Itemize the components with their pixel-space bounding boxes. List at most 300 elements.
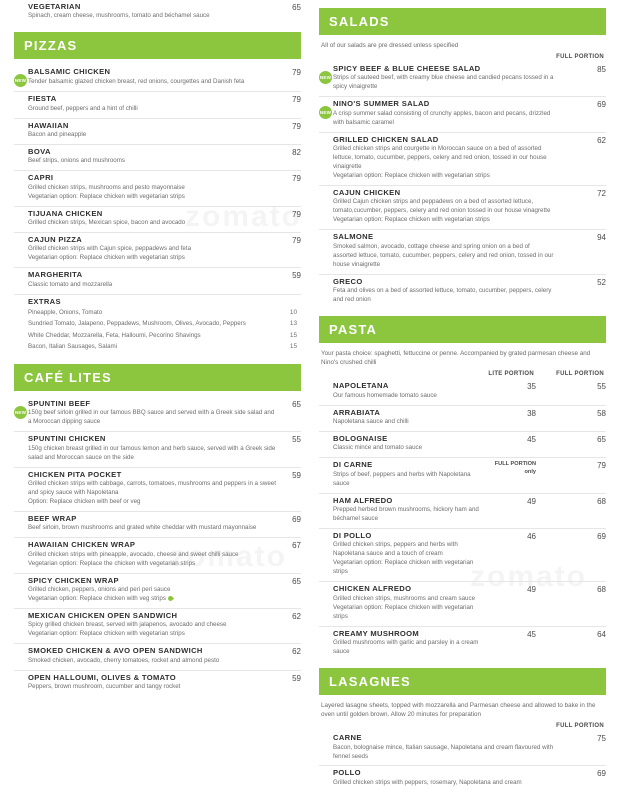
item-price: 82 bbox=[292, 148, 301, 158]
menu-item bbox=[14, 538, 301, 571]
item-price-full: 69 bbox=[597, 769, 606, 779]
item-name: FIESTA bbox=[28, 94, 57, 104]
item-body bbox=[28, 2, 281, 21]
new-badge: NEW bbox=[14, 406, 27, 419]
item-price: 59 bbox=[292, 673, 301, 683]
menu-item bbox=[14, 397, 301, 430]
menu-item bbox=[319, 458, 606, 491]
item-prices bbox=[281, 646, 301, 656]
section-header-lasagnes: LASAGNES bbox=[319, 668, 606, 695]
item-prices bbox=[281, 209, 301, 219]
menu-item bbox=[14, 671, 301, 695]
badge-slot bbox=[14, 147, 28, 149]
item-name: SPICY BEEF & BLUE CHEESE SALAD bbox=[333, 64, 481, 74]
item-description: Ground beef, peppers and a hint of chilli bbox=[28, 104, 138, 112]
badge-slot bbox=[14, 434, 28, 436]
item-name: DI POLLO bbox=[333, 530, 372, 540]
item-description: Peppers, brown mushroom, cucumber and tangy rocket bbox=[28, 683, 181, 691]
item-body bbox=[333, 733, 558, 761]
item-description: Grilled chicken strips with peppers, rosemary, Napoletana and cream bbox=[333, 778, 522, 786]
item-body bbox=[333, 135, 558, 181]
item-price-full: 62 bbox=[597, 135, 606, 145]
item-description: Grilled chicken strips, peppers and herbs with Napoletana sauce and a touch of cream bbox=[333, 541, 458, 558]
item-description: Feta and olives on a bed of assorted lettuce, tomato, cucumber, peppers, celery and red onion bbox=[333, 287, 552, 304]
extras-line bbox=[28, 330, 297, 342]
badge-slot bbox=[319, 733, 333, 735]
item-body bbox=[333, 531, 488, 577]
lasagnes-list bbox=[319, 731, 606, 791]
pasta-portion-header bbox=[319, 371, 606, 377]
item-body bbox=[333, 99, 558, 127]
badge-slot bbox=[14, 235, 28, 237]
item-prices bbox=[281, 173, 301, 183]
item-vegetarian-note: Vegetarian option: Replace chicken with vegetarian strips bbox=[333, 559, 474, 576]
item-description: Bacon and pineapple bbox=[28, 131, 87, 139]
item-body bbox=[28, 235, 281, 263]
item-prices bbox=[281, 576, 301, 586]
badge-slot bbox=[14, 67, 28, 87]
item-price-lite: 46 bbox=[527, 531, 536, 541]
menu-item bbox=[319, 529, 606, 580]
item-name: HAM ALFREDO bbox=[333, 495, 393, 505]
extras-text: Pineapple, Onions, Tomato bbox=[28, 308, 103, 316]
item-prices bbox=[488, 629, 606, 639]
item-price: 59 bbox=[292, 470, 301, 480]
item-prices bbox=[281, 2, 301, 12]
badge-slot bbox=[319, 381, 333, 383]
item-name: NINO'S SUMMER SALAD bbox=[333, 99, 430, 109]
item-price-full: 68 bbox=[597, 496, 606, 506]
lite-portion-label: LITE PORTION bbox=[488, 371, 534, 378]
item-name: SPUNTINI BEEF bbox=[28, 399, 91, 409]
item-name: CAPRI bbox=[28, 173, 54, 183]
badge-slot bbox=[14, 673, 28, 675]
menu-item bbox=[319, 731, 606, 764]
badge-slot bbox=[319, 768, 333, 770]
badge-slot bbox=[14, 94, 28, 96]
section-header-pasta: PASTA bbox=[319, 316, 606, 343]
item-name: CREAMY MUSHROOM bbox=[333, 628, 420, 638]
item-prices bbox=[488, 460, 606, 476]
item-price: 79 bbox=[292, 68, 301, 78]
extras-text: White Cheddar, Mozzarella, Feta, Halloumi, Pecorino Shavings bbox=[28, 331, 201, 339]
item-price-full: 69 bbox=[597, 531, 606, 541]
item-name: MARGHERITA bbox=[28, 270, 83, 280]
item-name: SMOKED CHICKEN & AVO OPEN SANDWICH bbox=[28, 646, 203, 656]
menu-item-extras bbox=[14, 295, 301, 356]
item-name: CHICKEN PITA POCKET bbox=[28, 469, 122, 479]
item-body bbox=[333, 460, 488, 488]
menu-item bbox=[319, 97, 606, 130]
badge-slot bbox=[14, 209, 28, 211]
item-price: 79 bbox=[292, 209, 301, 219]
item-price: 59 bbox=[292, 271, 301, 281]
item-description: Spicy grilled chicken breast, served with jalapenos, avocado and cheese bbox=[28, 621, 227, 629]
item-description: Bacon, bolognaise mince, Italian sausage, Napoletana and cream flavoured with fennel seeds bbox=[333, 743, 554, 760]
item-description: Grilled Cajun chicken strips and peppadews on a bed of assorted lettuce, tomato,cucumber, peppers, celery and red onion tossed in our house vinagrette bbox=[333, 198, 551, 215]
item-prices bbox=[281, 514, 301, 524]
item-body bbox=[28, 147, 281, 166]
menu-item bbox=[319, 230, 606, 272]
full-portion-label: FULL PORTION bbox=[556, 54, 604, 61]
item-price-lite: 45 bbox=[527, 629, 536, 639]
item-body bbox=[28, 399, 281, 427]
item-price: 67 bbox=[292, 541, 301, 551]
price-value: 62 bbox=[292, 647, 301, 657]
item-prices bbox=[281, 94, 301, 104]
item-name: SPUNTINI CHICKEN bbox=[28, 434, 106, 444]
badge-slot bbox=[14, 514, 28, 516]
extras-price: 13 bbox=[289, 320, 297, 328]
item-prices bbox=[281, 611, 301, 621]
item-price-full: 94 bbox=[597, 233, 606, 243]
item-description: Smoked salmon, avocado, cottage cheese and spring onion on a bed of assorted lettuce, tomato, cucumber, peppers, celery and red onion, tossed in our house vinaigrette bbox=[333, 242, 554, 268]
badge-slot bbox=[14, 611, 28, 613]
pasta-list bbox=[319, 379, 606, 660]
item-price-full: 79 bbox=[597, 461, 606, 471]
item-name: EXTRAS bbox=[28, 296, 61, 306]
item-prices bbox=[488, 381, 606, 391]
pasta-note: Your pasta choice: spaghetti, fettuccine or penne. Accompanied by grated parmesan cheese and Nino's crushed chilli bbox=[321, 350, 591, 367]
menu-item bbox=[319, 133, 606, 184]
item-name: BEEF WRAP bbox=[28, 513, 77, 523]
item-body bbox=[28, 611, 281, 639]
item-description: Beef sirloin, brown mushrooms and grated white cheddar with mustard mayonnaise bbox=[28, 524, 257, 532]
badge-slot bbox=[319, 64, 333, 84]
full-portion-only-label: FULL PORTION only bbox=[494, 461, 536, 475]
item-price-full: 52 bbox=[597, 277, 606, 287]
item-price: 79 bbox=[292, 95, 301, 105]
item-body bbox=[28, 470, 281, 507]
item-prices bbox=[558, 99, 606, 109]
item-prices bbox=[281, 67, 301, 77]
item-body bbox=[333, 277, 558, 305]
item-body bbox=[28, 673, 281, 692]
badge-slot bbox=[319, 531, 333, 533]
item-price: 79 bbox=[292, 236, 301, 246]
veg-note-text: Vegetarian option: Replace chicken with veg strips bbox=[28, 595, 166, 602]
menu-item bbox=[319, 494, 606, 527]
item-prices bbox=[281, 147, 301, 157]
extras-line bbox=[28, 307, 297, 319]
item-prices bbox=[558, 232, 606, 242]
item-body bbox=[28, 540, 281, 568]
item-description: Grilled chicken strips with cabbage, carrots, tomatoes, mushrooms and peppers in a sweet and spicy sauce with Napoletana bbox=[28, 480, 276, 497]
item-name: VEGETARIAN bbox=[28, 2, 81, 11]
item-description: 150g beef sirloin grilled in our famous BBQ sauce and served with a Greek side salad and a Moroccan dipping sauce bbox=[28, 409, 275, 426]
item-price: 69 bbox=[292, 514, 301, 524]
item-name: BOVA bbox=[28, 147, 51, 157]
item-prices bbox=[281, 470, 301, 480]
item-body bbox=[333, 381, 488, 400]
salads-list bbox=[319, 62, 606, 308]
item-vegetarian-note: Vegetarian option: Replace chicken with vegetarian strips bbox=[333, 216, 490, 224]
item-description: Grilled chicken strips, mushrooms and cream sauce bbox=[333, 594, 476, 602]
item-price-full: 72 bbox=[597, 189, 606, 199]
item-price: 65 bbox=[292, 3, 301, 12]
item-name: ARRABIATA bbox=[333, 407, 381, 417]
item-prices bbox=[281, 235, 301, 245]
item-body bbox=[28, 434, 281, 462]
item-prices bbox=[488, 496, 606, 506]
item-description: Grilled chicken strips and courgette in Moroccan sauce on a bed of assorted lettuce, tomato, cucumber, peppers, celery and red onion, tossed in our house vinaigrette bbox=[333, 145, 547, 171]
item-option-note: Option: Replace chicken with beef or veg bbox=[28, 498, 141, 505]
item-name: OPEN HALLOUMI, OLIVES & TOMATO bbox=[28, 672, 177, 682]
item-name: BOLOGNAISE bbox=[333, 433, 388, 443]
badge-slot bbox=[319, 135, 333, 137]
badge-slot bbox=[319, 277, 333, 279]
menu-item bbox=[14, 268, 301, 292]
item-body bbox=[28, 173, 281, 201]
badge-slot bbox=[319, 232, 333, 234]
item-prices bbox=[488, 584, 606, 594]
item-price-full: 85 bbox=[597, 65, 606, 75]
lasagnes-portion-header bbox=[319, 723, 606, 729]
item-prices bbox=[558, 768, 606, 778]
item-body bbox=[333, 434, 488, 453]
item-body bbox=[28, 270, 281, 289]
item-description: Classic mince and tomato sauce bbox=[333, 444, 423, 452]
item-name: HAWAIIAN CHICKEN WRAP bbox=[28, 540, 136, 550]
item-name: CAJUN PIZZA bbox=[28, 235, 83, 245]
item-vegetarian-note: Vegetarian option: Replace chicken with vegetarian strips bbox=[333, 172, 490, 180]
item-name: TIJUANA CHICKEN bbox=[28, 208, 103, 218]
item-prices bbox=[281, 673, 301, 683]
badge-slot bbox=[319, 584, 333, 586]
full-portion-label: FULL PORTION bbox=[556, 371, 604, 378]
menu-item bbox=[319, 582, 606, 624]
item-prices bbox=[281, 434, 301, 444]
badge-slot bbox=[319, 99, 333, 119]
badge-slot bbox=[14, 173, 28, 175]
cafe-lites-list bbox=[14, 397, 301, 695]
item-price-full: 69 bbox=[597, 100, 606, 110]
item-vegetarian-note: Vegetarian option: Replace chicken with vegetarian strips bbox=[28, 254, 185, 262]
item-description: Strips of beef, peppers and herbs with Napoletana sauce bbox=[333, 470, 471, 487]
extras-line bbox=[28, 341, 297, 353]
item-vegetarian-note: Vegetarian option: Replace the chicken with vegetarian strips bbox=[28, 559, 196, 567]
item-price-full: 75 bbox=[597, 734, 606, 744]
section-header-salads: SALADS bbox=[319, 8, 606, 35]
item-description: Grilled chicken, peppers, onions and peri peri sauce bbox=[28, 586, 171, 594]
item-name: CARNE bbox=[333, 733, 362, 743]
item-name: SPICY CHICKEN WRAP bbox=[28, 575, 119, 585]
item-description: 150g chicken breast grilled in our famous lemon and herb sauce, served with a Greek side salad and Moroccan sauce on the side bbox=[28, 444, 276, 461]
pizzas-list bbox=[14, 65, 301, 356]
item-body bbox=[333, 408, 488, 427]
item-name: CHICKEN ALFREDO bbox=[333, 584, 412, 594]
item-description: A crisp summer salad consisting of crunchy apples, bacon and pecans, drizzled with balsamic caramel bbox=[333, 109, 551, 126]
menu-item bbox=[14, 468, 301, 510]
item-price: 55 bbox=[292, 435, 301, 445]
section-header-cafe-lites: CAFÉ LITES bbox=[14, 364, 301, 391]
item-description: Strips of sauteed beef, with creamy blue cheese and candied pecans tossed in a spicy vinaigrette bbox=[333, 74, 554, 91]
item-price-full: 55 bbox=[597, 382, 606, 392]
item-body bbox=[333, 188, 558, 225]
item-prices bbox=[558, 277, 606, 287]
menu-item bbox=[14, 609, 301, 642]
item-description: Smoked chicken, avocado, cherry tomatoes, rocket and almond pesto bbox=[28, 656, 220, 664]
item-prices bbox=[488, 408, 606, 418]
item-price-lite: 35 bbox=[527, 382, 536, 392]
menu-item bbox=[14, 92, 301, 116]
badge-slot bbox=[14, 576, 28, 578]
section-header-pizzas: PIZZAS bbox=[14, 32, 301, 59]
extras-price: 10 bbox=[289, 308, 297, 316]
badge-slot bbox=[319, 629, 333, 631]
item-description: Prepped herbed brown mushrooms, hickory ham and béchamel sauce bbox=[333, 506, 479, 522]
new-badge: NEW bbox=[319, 71, 332, 84]
item-price bbox=[281, 647, 301, 656]
item-body bbox=[28, 646, 281, 665]
item-name: BALSAMIC CHICKEN bbox=[28, 67, 111, 77]
item-body bbox=[28, 576, 281, 604]
badge-slot bbox=[319, 460, 333, 462]
item-name: CAJUN CHICKEN bbox=[333, 188, 401, 198]
item-body bbox=[333, 232, 558, 269]
salads-note: All of our salads are pre dressed unless specified bbox=[321, 42, 459, 49]
item-name: SALMONE bbox=[333, 232, 374, 242]
item-prices bbox=[488, 531, 606, 541]
item-description: Grilled chicken strips with pineapple, avocado, cheese and sweet chilli sauce bbox=[28, 550, 239, 558]
item-vegetarian-note: Vegetarian option: Replace chicken with vegetarian strips bbox=[28, 192, 185, 200]
item-name: GRILLED CHICKEN SALAD bbox=[333, 134, 439, 144]
badge-slot bbox=[14, 646, 28, 648]
item-body bbox=[28, 94, 281, 113]
full-portion-label: FULL PORTION bbox=[556, 723, 604, 730]
item-price: 79 bbox=[292, 174, 301, 184]
item-price-full: 58 bbox=[597, 408, 606, 418]
menu-item bbox=[14, 432, 301, 465]
menu-item bbox=[14, 145, 301, 169]
item-price-lite: 45 bbox=[527, 434, 536, 444]
item-price: 65 bbox=[292, 576, 301, 586]
item-description: Spinach, cream cheese, mushrooms, tomato and béchamel sauce bbox=[28, 12, 210, 20]
item-description: Grilled mushrooms with garlic and parsley in a cream sauce bbox=[333, 638, 479, 655]
item-prices bbox=[558, 64, 606, 74]
badge-slot bbox=[14, 297, 28, 299]
item-price-lite: 49 bbox=[527, 496, 536, 506]
item-prices bbox=[281, 270, 301, 280]
item-body bbox=[333, 768, 558, 787]
item-body bbox=[28, 209, 281, 228]
new-badge: NEW bbox=[14, 74, 27, 87]
item-description: Grilled chicken strips, Mexican spice, bacon and avocado bbox=[28, 219, 186, 227]
menu-item bbox=[319, 275, 606, 308]
item-body bbox=[333, 629, 488, 657]
menu-item bbox=[319, 62, 606, 95]
item-prices bbox=[281, 399, 301, 409]
item-prices bbox=[281, 540, 301, 550]
menu-item bbox=[319, 432, 606, 456]
menu-item bbox=[14, 171, 301, 204]
badge-slot bbox=[319, 408, 333, 410]
item-body bbox=[28, 514, 281, 533]
item-price: 79 bbox=[292, 121, 301, 131]
item-price-full: 65 bbox=[597, 434, 606, 444]
item-price-lite: 49 bbox=[527, 585, 536, 595]
menu-item bbox=[14, 644, 301, 668]
item-name: POLLO bbox=[333, 768, 361, 778]
item-description: Tender balsamic glazed chicken breast, red onions, courgettes and Danish feta bbox=[28, 77, 245, 85]
item-prices bbox=[558, 188, 606, 198]
extras-price: 15 bbox=[289, 343, 297, 351]
item-name: GRECO bbox=[333, 276, 363, 286]
item-name: HAWAIIAN bbox=[28, 120, 69, 130]
item-description: Beef strips, onions and mushrooms bbox=[28, 157, 125, 165]
menu-item bbox=[14, 65, 301, 90]
badge-slot bbox=[14, 540, 28, 542]
item-description: Grilled chicken strips, mushrooms and pesto mayonnaise bbox=[28, 183, 185, 191]
item-price: 65 bbox=[292, 400, 301, 410]
item-prices bbox=[558, 135, 606, 145]
badge-slot bbox=[14, 121, 28, 123]
item-body bbox=[28, 67, 281, 86]
item-vegetarian-note: Vegetarian option: Replace chicken with vegetarian strips bbox=[333, 603, 474, 620]
salads-portion-header bbox=[319, 54, 606, 60]
item-name: DI CARNE bbox=[333, 460, 373, 470]
left-column bbox=[0, 0, 309, 700]
item-body bbox=[333, 584, 488, 621]
item-body bbox=[28, 121, 281, 140]
badge-slot bbox=[14, 470, 28, 472]
item-body bbox=[28, 297, 301, 353]
extras-price: 15 bbox=[289, 331, 297, 339]
badge-slot bbox=[319, 434, 333, 436]
item-description: Napoletana sauce and chilli bbox=[333, 417, 409, 425]
item-body bbox=[333, 496, 488, 524]
leaf-icon bbox=[167, 595, 174, 602]
menu-item bbox=[319, 766, 606, 790]
item-prices bbox=[558, 733, 606, 743]
lasagnes-note: Layered lasagne sheets, topped with mozzarella and Parmesan cheese and allowed to bake in the oven until golden brown. Allow 20 minutes for preparation bbox=[321, 701, 596, 719]
extras-text: Sundried Tomato, Jalapeno, Peppadews, Mushroom, Olives, Avocado, Peppers bbox=[28, 320, 246, 328]
item-description: Grilled chicken strips with Cajun spice, peppadews and feta bbox=[28, 245, 192, 253]
item-vegetarian-note: Vegetarian option: Replace chicken with vegetarian strips bbox=[28, 630, 185, 638]
item-prices bbox=[281, 121, 301, 131]
extras-line bbox=[28, 318, 297, 330]
item-price-lite: 38 bbox=[527, 408, 536, 418]
right-column bbox=[309, 0, 618, 786]
menu-item bbox=[14, 233, 301, 266]
menu-item bbox=[14, 0, 301, 24]
menu-item bbox=[14, 207, 301, 231]
badge-slot bbox=[14, 399, 28, 419]
menu-item bbox=[14, 119, 301, 143]
new-badge: NEW bbox=[319, 106, 332, 119]
menu-item bbox=[319, 186, 606, 228]
item-price-full: 68 bbox=[597, 585, 606, 595]
badge-slot bbox=[319, 496, 333, 498]
item-name: NAPOLETANA bbox=[333, 381, 389, 391]
menu-item bbox=[319, 627, 606, 660]
menu-item bbox=[319, 379, 606, 403]
badge-slot bbox=[14, 270, 28, 272]
item-body bbox=[333, 64, 558, 92]
item-description: Our famous homemade tomato sauce bbox=[333, 391, 437, 399]
item-prices bbox=[488, 434, 606, 444]
menu-item bbox=[319, 406, 606, 430]
extras-text: Bacon, Italian Sausages, Salami bbox=[28, 343, 118, 351]
menu-item bbox=[14, 512, 301, 536]
item-price-full: 64 bbox=[597, 629, 606, 639]
item-price: 62 bbox=[292, 611, 301, 621]
badge-slot bbox=[319, 188, 333, 190]
item-name: MEXICAN CHICKEN OPEN SANDWICH bbox=[28, 610, 178, 620]
menu-item bbox=[14, 574, 301, 607]
badge-slot bbox=[14, 2, 28, 4]
item-description: Classic tomato and mozzarella bbox=[28, 280, 113, 288]
